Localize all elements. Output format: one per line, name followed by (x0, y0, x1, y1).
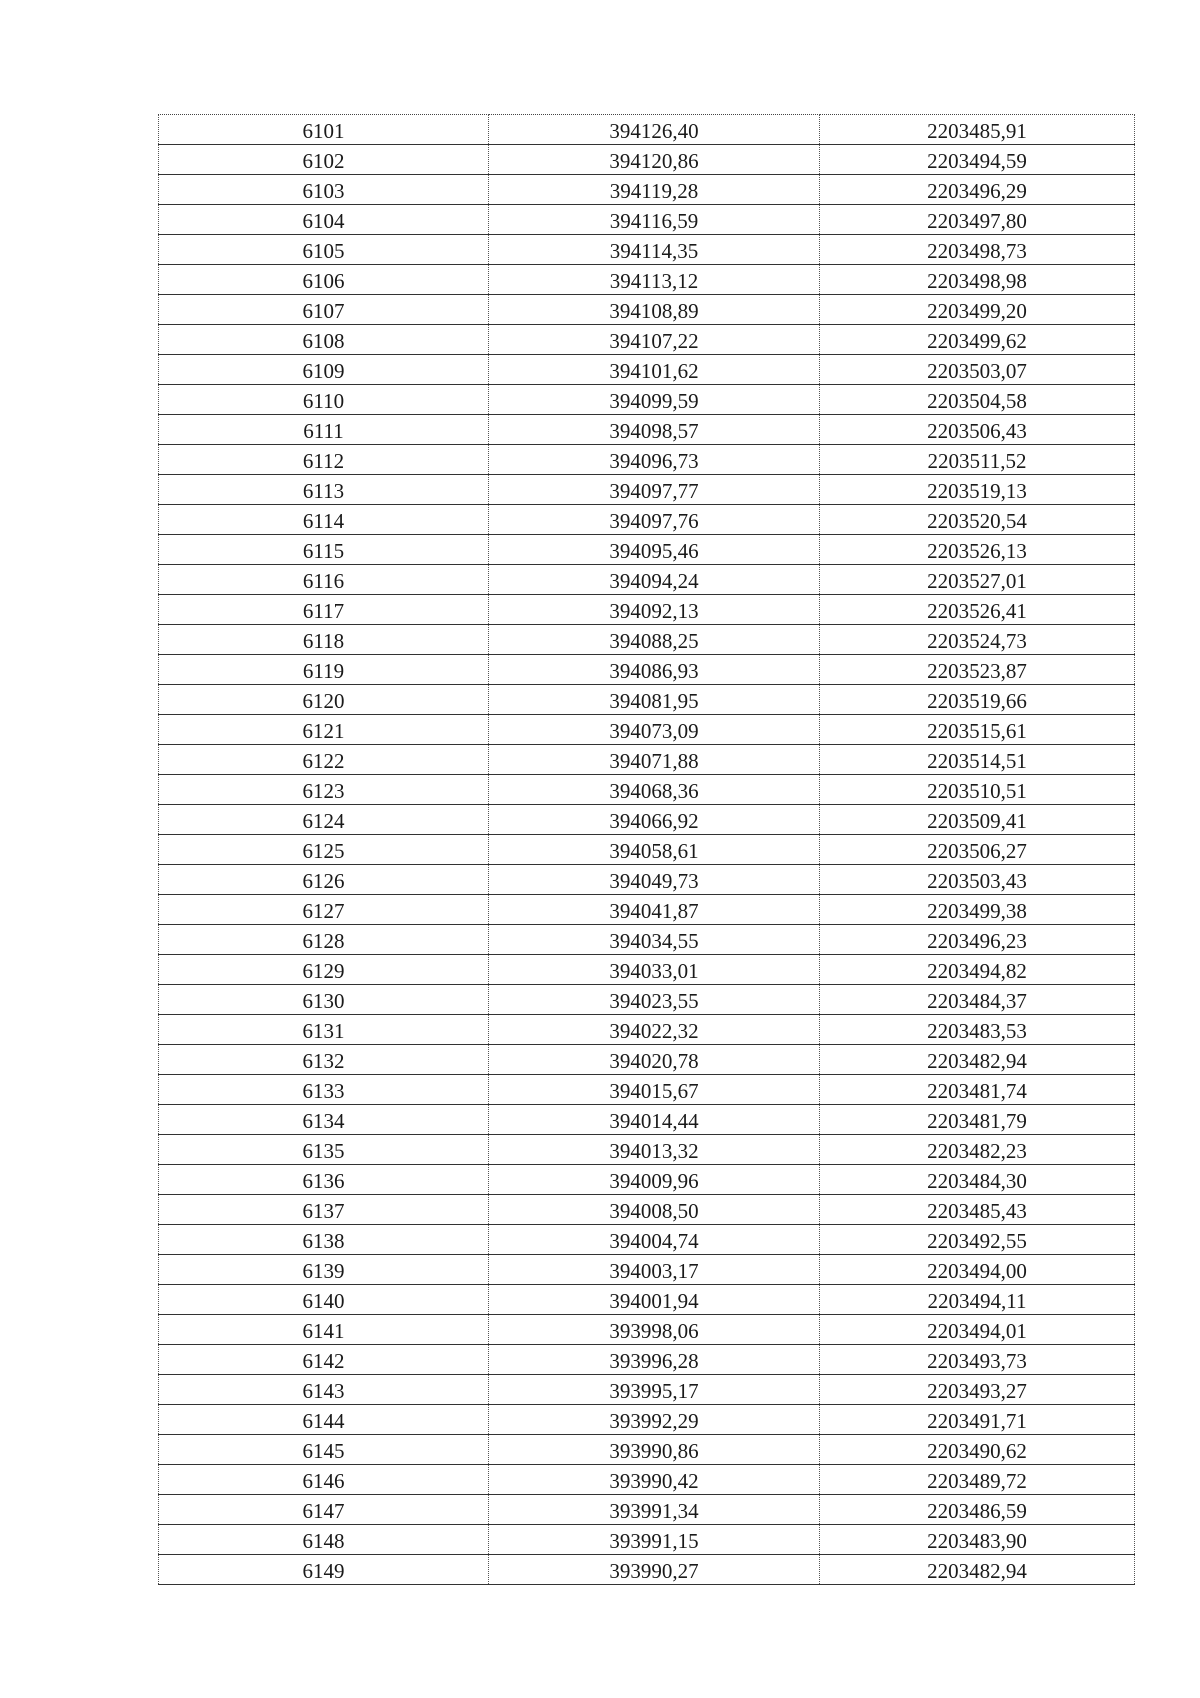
y-coordinate-cell: 2203494,82 (820, 955, 1135, 985)
point-number-cell: 6113 (159, 475, 489, 505)
point-number-cell: 6101 (159, 115, 489, 145)
point-number-cell: 6122 (159, 745, 489, 775)
y-coordinate-cell: 2203519,13 (820, 475, 1135, 505)
point-number-cell: 6115 (159, 535, 489, 565)
table-row (159, 115, 1135, 145)
point-number-cell: 6140 (159, 1285, 489, 1315)
y-coordinate-cell: 2203504,58 (820, 385, 1135, 415)
y-coordinate-cell: 2203510,51 (820, 775, 1135, 805)
point-number-cell: 6146 (159, 1465, 489, 1495)
x-coordinate-cell: 394113,12 (489, 265, 820, 295)
table-row (159, 1255, 1135, 1285)
y-coordinate-cell: 2203496,29 (820, 175, 1135, 205)
table-row (159, 1465, 1135, 1495)
y-coordinate-cell: 2203499,62 (820, 325, 1135, 355)
point-number-cell: 6116 (159, 565, 489, 595)
point-number-cell: 6102 (159, 145, 489, 175)
point-number-cell: 6135 (159, 1135, 489, 1165)
x-coordinate-cell: 394022,32 (489, 1015, 820, 1045)
x-coordinate-cell: 394097,76 (489, 505, 820, 535)
x-coordinate-cell: 394013,32 (489, 1135, 820, 1165)
y-coordinate-cell: 2203481,79 (820, 1105, 1135, 1135)
x-coordinate-cell: 394086,93 (489, 655, 820, 685)
y-coordinate-cell: 2203511,52 (820, 445, 1135, 475)
y-coordinate-cell: 2203523,87 (820, 655, 1135, 685)
point-number-cell: 6139 (159, 1255, 489, 1285)
table-row (159, 475, 1135, 505)
point-number-cell: 6142 (159, 1345, 489, 1375)
y-coordinate-cell: 2203493,27 (820, 1375, 1135, 1405)
table-row (159, 1345, 1135, 1375)
table-row (159, 205, 1135, 235)
y-coordinate-cell: 2203485,43 (820, 1195, 1135, 1225)
x-coordinate-cell: 394099,59 (489, 385, 820, 415)
point-number-cell: 6112 (159, 445, 489, 475)
y-coordinate-cell: 2203489,72 (820, 1465, 1135, 1495)
x-coordinate-cell: 394107,22 (489, 325, 820, 355)
table-row (159, 535, 1135, 565)
table-row (159, 265, 1135, 295)
x-coordinate-cell: 394097,77 (489, 475, 820, 505)
y-coordinate-cell: 2203483,90 (820, 1525, 1135, 1555)
x-coordinate-cell: 394001,94 (489, 1285, 820, 1315)
x-coordinate-cell: 394058,61 (489, 835, 820, 865)
y-coordinate-cell: 2203498,98 (820, 265, 1135, 295)
y-coordinate-cell: 2203526,13 (820, 535, 1135, 565)
table-row (159, 625, 1135, 655)
table-row (159, 715, 1135, 745)
table-row (159, 1405, 1135, 1435)
point-number-cell: 6126 (159, 865, 489, 895)
point-number-cell: 6119 (159, 655, 489, 685)
x-coordinate-cell: 393990,27 (489, 1555, 820, 1585)
y-coordinate-cell: 2203503,43 (820, 865, 1135, 895)
table-row (159, 385, 1135, 415)
x-coordinate-cell: 393991,34 (489, 1495, 820, 1525)
y-coordinate-cell: 2203527,01 (820, 565, 1135, 595)
x-coordinate-cell: 394098,57 (489, 415, 820, 445)
x-coordinate-cell: 394014,44 (489, 1105, 820, 1135)
point-number-cell: 6144 (159, 1405, 489, 1435)
x-coordinate-cell: 394023,55 (489, 985, 820, 1015)
table-row (159, 325, 1135, 355)
point-number-cell: 6110 (159, 385, 489, 415)
y-coordinate-cell: 2203509,41 (820, 805, 1135, 835)
coordinates-table (158, 114, 1135, 1585)
x-coordinate-cell: 393990,42 (489, 1465, 820, 1495)
y-coordinate-cell: 2203482,94 (820, 1045, 1135, 1075)
x-coordinate-cell: 394009,96 (489, 1165, 820, 1195)
x-coordinate-cell: 393995,17 (489, 1375, 820, 1405)
point-number-cell: 6123 (159, 775, 489, 805)
table-row (159, 1495, 1135, 1525)
x-coordinate-cell: 394114,35 (489, 235, 820, 265)
table-row (159, 895, 1135, 925)
y-coordinate-cell: 2203494,59 (820, 145, 1135, 175)
point-number-cell: 6137 (159, 1195, 489, 1225)
x-coordinate-cell: 394034,55 (489, 925, 820, 955)
table-row (159, 565, 1135, 595)
table-row (159, 655, 1135, 685)
point-number-cell: 6120 (159, 685, 489, 715)
point-number-cell: 6124 (159, 805, 489, 835)
x-coordinate-cell: 394066,92 (489, 805, 820, 835)
x-coordinate-cell: 394116,59 (489, 205, 820, 235)
x-coordinate-cell: 394071,88 (489, 745, 820, 775)
table-row (159, 925, 1135, 955)
y-coordinate-cell: 2203506,27 (820, 835, 1135, 865)
point-number-cell: 6127 (159, 895, 489, 925)
point-number-cell: 6130 (159, 985, 489, 1015)
y-coordinate-cell: 2203493,73 (820, 1345, 1135, 1375)
y-coordinate-cell: 2203482,23 (820, 1135, 1135, 1165)
y-coordinate-cell: 2203506,43 (820, 415, 1135, 445)
table-row (159, 955, 1135, 985)
y-coordinate-cell: 2203526,41 (820, 595, 1135, 625)
x-coordinate-cell: 394041,87 (489, 895, 820, 925)
table-row (159, 1105, 1135, 1135)
y-coordinate-cell: 2203515,61 (820, 715, 1135, 745)
point-number-cell: 6138 (159, 1225, 489, 1255)
table-row (159, 1045, 1135, 1075)
point-number-cell: 6132 (159, 1045, 489, 1075)
table-row (159, 745, 1135, 775)
point-number-cell: 6108 (159, 325, 489, 355)
table-row (159, 985, 1135, 1015)
table-row (159, 1015, 1135, 1045)
x-coordinate-cell: 394020,78 (489, 1045, 820, 1075)
x-coordinate-cell: 394092,13 (489, 595, 820, 625)
x-coordinate-cell: 394108,89 (489, 295, 820, 325)
table-row (159, 1075, 1135, 1105)
x-coordinate-cell: 394068,36 (489, 775, 820, 805)
table-row (159, 1375, 1135, 1405)
y-coordinate-cell: 2203519,66 (820, 685, 1135, 715)
table-row (159, 1225, 1135, 1255)
x-coordinate-cell: 394088,25 (489, 625, 820, 655)
y-coordinate-cell: 2203494,11 (820, 1285, 1135, 1315)
point-number-cell: 6136 (159, 1165, 489, 1195)
x-coordinate-cell: 393992,29 (489, 1405, 820, 1435)
table-row (159, 415, 1135, 445)
table-row (159, 235, 1135, 265)
table-row (159, 175, 1135, 205)
x-coordinate-cell: 393996,28 (489, 1345, 820, 1375)
x-coordinate-cell: 394119,28 (489, 175, 820, 205)
y-coordinate-cell: 2203486,59 (820, 1495, 1135, 1525)
y-coordinate-cell: 2203499,20 (820, 295, 1135, 325)
x-coordinate-cell: 394096,73 (489, 445, 820, 475)
table-row (159, 1525, 1135, 1555)
table-row (159, 1135, 1135, 1165)
table-row (159, 805, 1135, 835)
point-number-cell: 6129 (159, 955, 489, 985)
table-row (159, 1435, 1135, 1465)
y-coordinate-cell: 2203496,23 (820, 925, 1135, 955)
y-coordinate-cell: 2203484,30 (820, 1165, 1135, 1195)
table-row (159, 1165, 1135, 1195)
table-row (159, 445, 1135, 475)
table-row (159, 865, 1135, 895)
point-number-cell: 6134 (159, 1105, 489, 1135)
x-coordinate-cell: 394015,67 (489, 1075, 820, 1105)
point-number-cell: 6131 (159, 1015, 489, 1045)
x-coordinate-cell: 394004,74 (489, 1225, 820, 1255)
y-coordinate-cell: 2203499,38 (820, 895, 1135, 925)
x-coordinate-cell: 394073,09 (489, 715, 820, 745)
y-coordinate-cell: 2203497,80 (820, 205, 1135, 235)
point-number-cell: 6145 (159, 1435, 489, 1465)
table-row (159, 295, 1135, 325)
point-number-cell: 6141 (159, 1315, 489, 1345)
point-number-cell: 6128 (159, 925, 489, 955)
y-coordinate-cell: 2203491,71 (820, 1405, 1135, 1435)
point-number-cell: 6114 (159, 505, 489, 535)
x-coordinate-cell: 393990,86 (489, 1435, 820, 1465)
point-number-cell: 6149 (159, 1555, 489, 1585)
point-number-cell: 6148 (159, 1525, 489, 1555)
x-coordinate-cell: 394003,17 (489, 1255, 820, 1285)
y-coordinate-cell: 2203524,73 (820, 625, 1135, 655)
table-row (159, 355, 1135, 385)
x-coordinate-cell: 394126,40 (489, 115, 820, 145)
table-row (159, 835, 1135, 865)
table-row (159, 1555, 1135, 1585)
x-coordinate-cell: 394095,46 (489, 535, 820, 565)
point-number-cell: 6147 (159, 1495, 489, 1525)
point-number-cell: 6109 (159, 355, 489, 385)
x-coordinate-cell: 394033,01 (489, 955, 820, 985)
x-coordinate-cell: 394081,95 (489, 685, 820, 715)
point-number-cell: 6117 (159, 595, 489, 625)
point-number-cell: 6121 (159, 715, 489, 745)
y-coordinate-cell: 2203494,00 (820, 1255, 1135, 1285)
y-coordinate-cell: 2203483,53 (820, 1015, 1135, 1045)
y-coordinate-cell: 2203485,91 (820, 115, 1135, 145)
table-row (159, 595, 1135, 625)
x-coordinate-cell: 394049,73 (489, 865, 820, 895)
x-coordinate-cell: 394094,24 (489, 565, 820, 595)
point-number-cell: 6106 (159, 265, 489, 295)
x-coordinate-cell: 394120,86 (489, 145, 820, 175)
y-coordinate-cell: 2203498,73 (820, 235, 1135, 265)
point-number-cell: 6133 (159, 1075, 489, 1105)
point-number-cell: 6125 (159, 835, 489, 865)
table-row (159, 1195, 1135, 1225)
table-row (159, 1285, 1135, 1315)
y-coordinate-cell: 2203520,54 (820, 505, 1135, 535)
x-coordinate-cell: 394008,50 (489, 1195, 820, 1225)
y-coordinate-cell: 2203490,62 (820, 1435, 1135, 1465)
y-coordinate-cell: 2203494,01 (820, 1315, 1135, 1345)
x-coordinate-cell: 393998,06 (489, 1315, 820, 1345)
table-row (159, 775, 1135, 805)
y-coordinate-cell: 2203482,94 (820, 1555, 1135, 1585)
point-number-cell: 6111 (159, 415, 489, 445)
coordinates-table-body (159, 115, 1135, 1585)
x-coordinate-cell: 394101,62 (489, 355, 820, 385)
point-number-cell: 6104 (159, 205, 489, 235)
table-row (159, 145, 1135, 175)
table-row (159, 685, 1135, 715)
y-coordinate-cell: 2203514,51 (820, 745, 1135, 775)
y-coordinate-cell: 2203492,55 (820, 1225, 1135, 1255)
y-coordinate-cell: 2203481,74 (820, 1075, 1135, 1105)
point-number-cell: 6118 (159, 625, 489, 655)
point-number-cell: 6143 (159, 1375, 489, 1405)
y-coordinate-cell: 2203503,07 (820, 355, 1135, 385)
point-number-cell: 6103 (159, 175, 489, 205)
table-row (159, 505, 1135, 535)
table-row (159, 1315, 1135, 1345)
point-number-cell: 6107 (159, 295, 489, 325)
x-coordinate-cell: 393991,15 (489, 1525, 820, 1555)
point-number-cell: 6105 (159, 235, 489, 265)
y-coordinate-cell: 2203484,37 (820, 985, 1135, 1015)
